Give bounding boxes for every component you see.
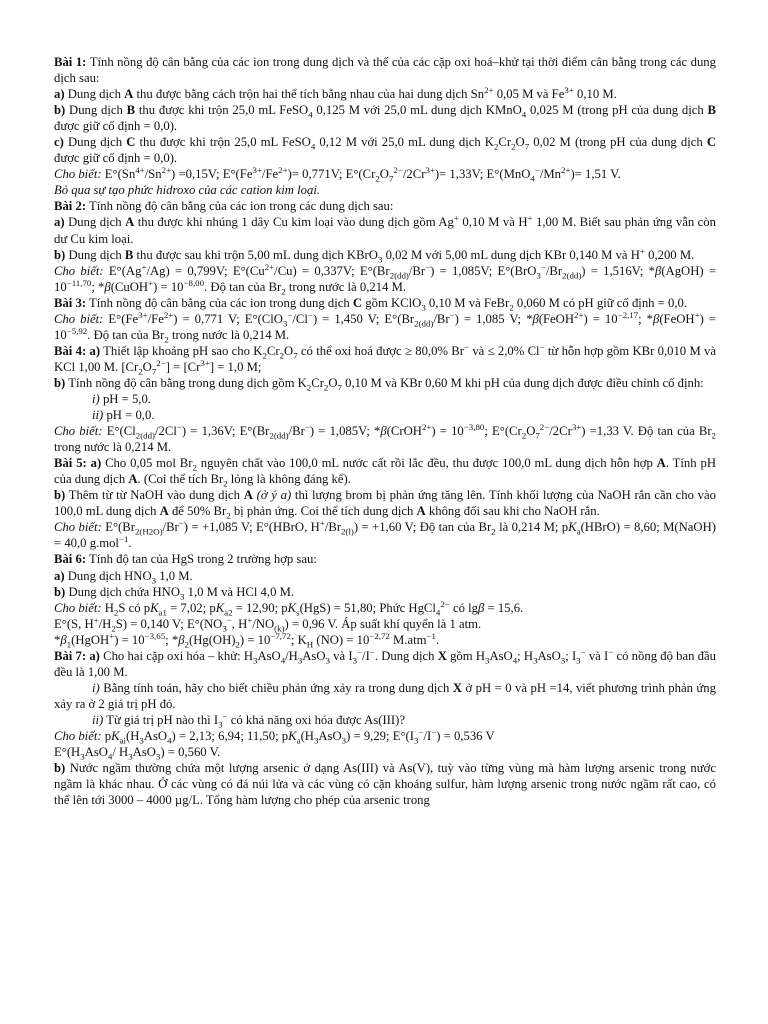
text-line-l16: ii) pH = 0,0. [92,408,155,423]
text-line-l26: $*\beta_1(HgOH^+) = 10^{-3,65}$; $*\beta_2(Hg(OH)_2) = 10^{-7,72}$; $K_H$ $(NO) = 10^{-2,72}$ M.atm$^{-1}$. [54,630,440,650]
text-line-l02: a) Dung dịch A thu được bằng cách trộn hai thể tích bằng nhau của hai dung dịch $Sn^{2+}$ 0,05 M và $Fe^{3+}$ 0,10 M. [54,84,617,102]
text-line-l27: Bài 7: a) Cho hai cặp oxi hóa – khử: $H_3AsO_4/H_3AsO_3$ và $I_3^-/I^-$. Dung dịch X gồm $H_3AsO_4$; $H_3AsO_3$; $I_3^-$ và I− có nồng độ ban đầu đều là 1,00 M. [54,646,717,679]
text-line-l15: i) pH = 5,0. [92,391,151,406]
text-line-l17: Cho biết: $E^\circ(Cl_{2(dd)}/2Cl^-) = 1,36V$; $E^\circ(Br_{2(dd)}/Br^-) = 1,085V$; *β(CrOH$^{2+}$) = $10^{-3,80}$; $E^\circ(Cr_2O_7^{2-}/2Cr^{3+}) =1,33$ V. Độ tan của $Br_2$ trong nước là 0,214 M. [54,421,716,455]
text-line-l03: b) Dung dịch B thu được khi trộn 25,0 mL FeSO$_4$ 0,125 M với 25,0 mL dung dịch KMnO$_4$ 0,025 M (trong pH của dung dịch B được giữ cố định = 0,0). [54,103,716,134]
text-line-l04: c) Dung dịch C thu được khi trộn 25,0 mL FeSO$_4$ 0,12 M với 25,0 mL dung dịch $K_2Cr_2O_7$ 0,02 M (trong pH của dung dịch C được giữ cố định = 0,0). [54,135,717,166]
text-line-l25: E°(S, $H^+/H_2S) = 0,140$ V; $E^\circ(NO_3^-$, $H^+/NO_{(k)}) = 0,96$ V. Áp suất khí quyển là 1 atm. [54,614,482,634]
text-line-l13: Bài 4: a) Thiết lập khoảng pH sao cho $K_2Cr_2O_7$ có thể oxi hoá được ≥ 80,0% Br− và ≤ 2,0% Cl− từ hỗn hợp gồm KBr 0,010 M và KCl 1,00 M. $[Cr_2O_7^{2-}] = [Cr^{3+}] = 1,0$ M; [54,341,716,377]
text-line-l09: b) Dung dịch B thu được sau khi trộn 5,00 mL dung dịch KBrO$_3$ 0,02 M với 5,00 mL dung dịch KBr 0,140 M và H+ 0,200 M. [54,245,695,265]
text-line-l14: b) Tính nồng độ cân bằng trong dung dịch gồm $K_2Cr_2O_7$ 0,10 M và KBr 0,60 M khi pH của dung dịch được điều chỉnh cố định: [54,375,704,393]
text-line-l08: a) Dung dịch A thu được khi nhúng 1 dây Cu kim loại vào dung dịch gồm Ag+ 0,10 M và H+ 1,00 M. Biết sau phản ứng vẫn còn dư Cu kim loại. [54,213,716,246]
text-line-l21: Bài 6: Tính độ tan của HgS trong 2 trường hợp sau: [54,552,317,567]
text-line-l31: $E^\circ(H_3AsO_4/$ $H_3AsO_3) = 0,560$ V. [54,745,221,762]
text-line-l11: Bài 3: Tính nồng độ cân bằng của các ion trong dung dịch C gồm KClO$_3$ 0,10 M và FeBr$_2$ 0,060 M có pH giữ cố định = 0,0. [54,295,688,313]
text-line-l05: Cho biết: $E^\circ(Sn^{4+}/Sn^{2+}) =0,15V$; $E^\circ(Fe^{3+}/Fe^{2+})= 0,771V$; $E^\circ(Cr_2O_7^{2-}/2Cr^{3+})= 1,33V$; $E^\circ(MnO_4^-/Mn^{2+})= 1,51$ V. [54,165,621,184]
text-line-l06: Bỏ qua sự tạo phức hidroxo của các cation kim loại. [54,183,321,198]
text-line-l24: Cho biết: $H_2S$ có $pK_{a1} = 7,02$; $pK_{a2} = 12,90$; $pK_s(HgS) = 51,80$; Phức HgCl$_4^{2-}$ có lgβ = 15,6. [54,598,524,618]
text-line-l10: Cho biết: E°(Ag+/Ag) = 0,799V; $E^\circ(Cu^{2+}/Cu) = 0,337V$; $E^\circ(Br_{2(dd)}/Br^-) = 1,085V$; $E^\circ(BrO_3^-/Br_{2(dd)}) = 1,516V$; *β(AgOH) = $10^{-11,70}$; *β(CuOH+) = $10^{-8,00}$. Độ tan của $Br_2$ trong nước là 0,214 M. [54,261,716,297]
text-line-l30: Cho biết: $pK_{ai}(H_3AsO_4) = 2,13$; 6,94; 11,50; $pK_a(H_3AsO_3) = 9,29$; $E^\circ(I_3^-/I^-) = 0,536$ V [54,726,495,746]
text-line-l20: Cho biết: $E^\circ(Br_{2(H2O)}/Br^-) = +1,085$ V; E°(HBrO, $H^+/Br_{2(l)}) = +1,60$ V; Độ tan của $Br_2$ là 0,214 M; $pK_a(HBrO) = 8,60$; M(NaOH) = 40,0 g.mol$^{-1}$. [54,518,716,551]
text-line-l07: Bài 2: Tính nồng độ cân bằng của các ion trong các dung dịch sau: [54,199,394,214]
text-line-l19: b) Thêm từ từ NaOH vào dung dịch A (ở ý a) thì lượng brom bị phản ứng tăng lên. Tính khối lượng của NaOH rắn cần cho vào 100,0 mL dung dịch A để 50% $Br_2$ bị phản ứng. Coi thể tích dung dịch A không đổi sau khi cho NaOH rắn. [54,488,717,521]
text-line-l32: b) Nước ngầm thường chứa một lượng arsenic ở dạng As(III) và As(V), tuỳ vào từng vùng mà hàm lượng arsenic trong nước ngầm là khác nhau. Ở các vùng có đá núi lửa và các vùng có cặn khoáng sulfur, hàm lượng arsenic trong nước ngầm rất cao, có thể lên tới 3000 – 4000 µg/L. Tổng hàm lượng cho phép của arsenic trong [54,761,716,808]
text-line-l28: i) Bằng tính toán, hãy cho biết chiều phản ứng xảy ra trong dung dịch X ở pH = 0 và pH =14, viết phương trình phản ứng xảy ra ở 2 giá trị pH đó. [54,680,716,711]
text-line-l23: b) Dung dịch chứa $HNO_3$ 1,0 M và HCl 4,0 M. [54,584,295,602]
text-line-l12: Cho biết: $E^\circ(Fe^{3+}/Fe^{2+}) = 0,771$ V; E°(ClO$_3$−/Cl−) = 1,450 V; $E^\circ(Br_{2(dd)}/Br^-) = 1,085$ V; *β(FeOH$^{2+}$) = $10^{-2,17}$; *β(FeOH+) = $10^{-5,92}$. Độ tan của $Br_2$ trong nước là 0,214 M. [54,309,716,345]
text-line-l22: a) Dung dịch $HNO_3$ 1,0 M. [54,568,193,586]
text-line-l01: Bài 1: Tính nồng độ cân bằng của các ion trong dung dịch và thế của các cặp oxi hoá–khử tại thời điểm cân bằng trong các dung dịch sau: [54,55,716,86]
text-line-l29: ii) Từ giá trị pH nào thì $I_3^-$ có khả năng oxi hóa được As(III)? [92,710,405,730]
text-line-l18: Bài 5: a) Cho 0,05 mol $Br_2$ nguyên chất vào 100,0 mL nước cất rồi lắc đều, thu được 100,0 mL dung dịch hỗn hợp A. Tính pH của dung dịch A. (Coi thể tích $Br_2$ lỏng là không đáng kể). [54,456,716,489]
